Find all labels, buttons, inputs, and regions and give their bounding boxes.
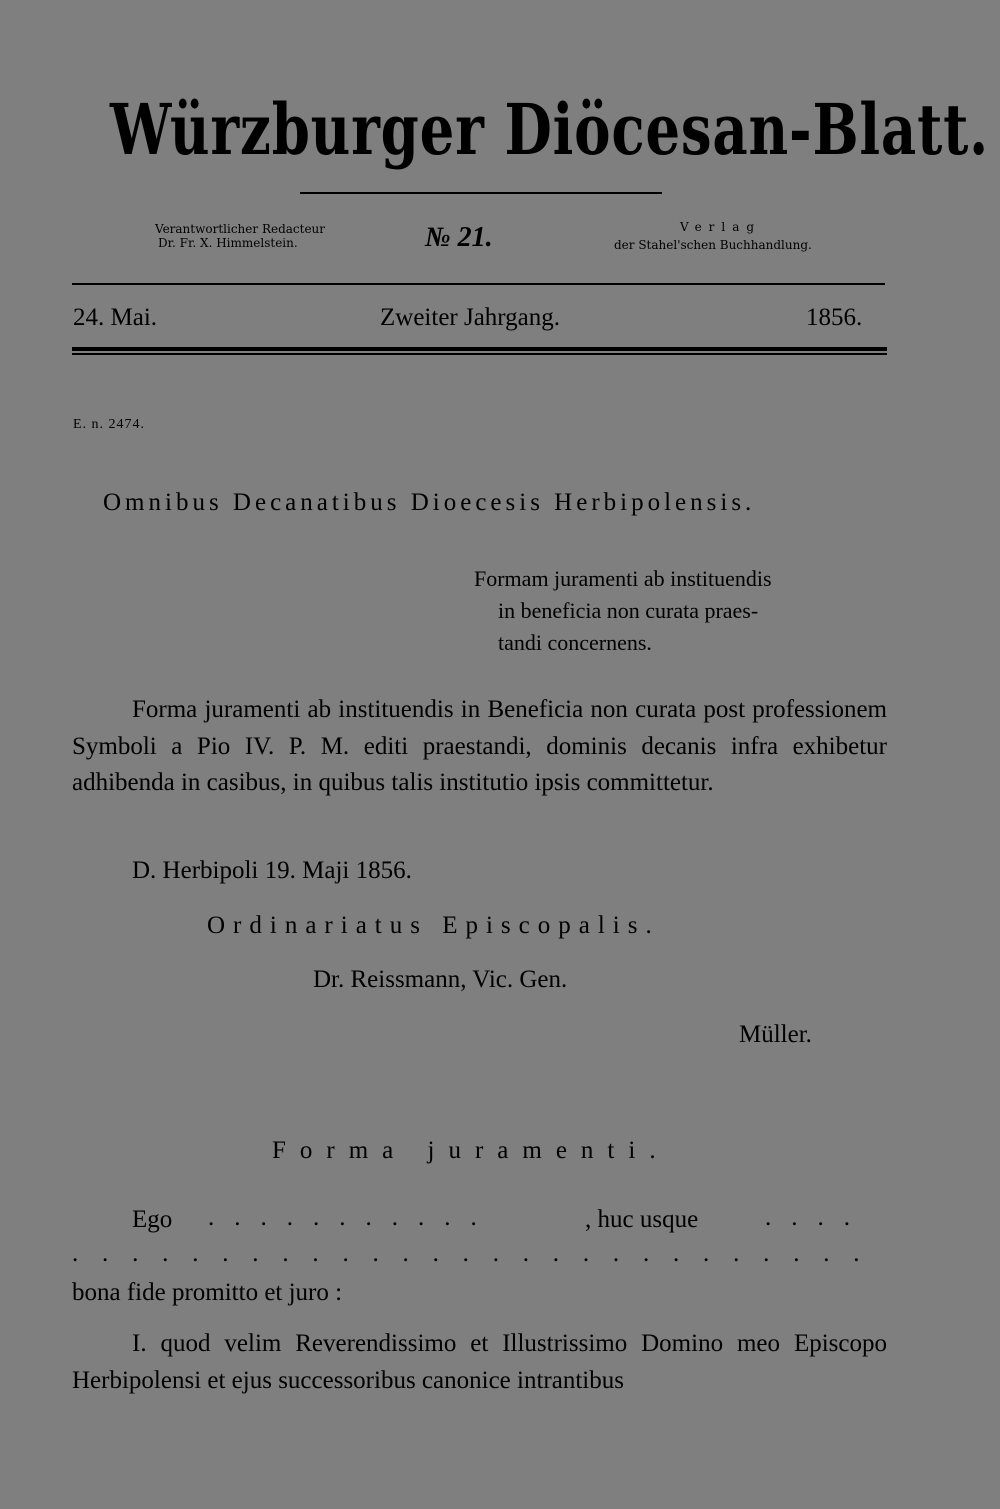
oath-promise: bona fide promitto et juro : [72, 1279, 343, 1306]
oath-clause-1: I. quod velim Reverendissimo et Illustrissimo Domino meo Episcopo Herbipolensi et ejus successoribus canonice intrantibus [72, 1330, 887, 1394]
oath-huc-usque: , huc usque [585, 1206, 699, 1233]
masthead-title: Würzburger Diöcesan-Blatt. [110, 88, 989, 171]
address-line: Omnibus Decanatibus Dioecesis Herbipolensis. [103, 489, 756, 516]
subject-line-3: tandi concernens. [498, 630, 652, 655]
volume-label: Zweiter Jahrgang. [380, 304, 561, 331]
double-rule-top [72, 347, 887, 351]
oath-ego-dots: ........... [208, 1204, 497, 1231]
body-paragraph: Forma juramenti ab instituendis in Beneficia non curata post professionem Symboli a Pio IV. P. M. editi praestandi, dominis decanis infra exhibetur adhibenda in casibus, in quibus talis institutio ipsis committetur. [72, 696, 887, 796]
countersign: Müller. [739, 1021, 812, 1048]
oath-heading: Forma juramenti. [272, 1137, 670, 1164]
oath-ego: Ego [132, 1206, 173, 1233]
oath-dots-line: ........................... [72, 1240, 884, 1267]
subject-line-1: Formam juramenti ab instituendis [474, 566, 772, 591]
editor-line-1: Verantwortlicher Redacteur [155, 222, 326, 236]
place-date: D. Herbipoli 19. Maji 1856. [132, 857, 412, 884]
issue-number: № 21. [425, 222, 493, 253]
publisher-line-2: der Stahel'schen Buchhandlung. [614, 238, 812, 252]
issue-year: 1856. [806, 304, 863, 331]
oath-huc-dots: .... [765, 1204, 870, 1231]
double-rule-bottom [72, 353, 887, 355]
publisher-line-1: Verlag [680, 220, 762, 234]
header-rule [72, 283, 885, 285]
editor-line-2: Dr. Fr. X. Himmelstein. [158, 236, 298, 250]
issuer: Ordinariatus Episcopalis. [207, 912, 660, 939]
signatory: Dr. Reissmann, Vic. Gen. [313, 966, 568, 993]
subject-line-2: in beneficia non curata praes- [498, 598, 759, 623]
masthead-rule [300, 192, 662, 194]
issue-date: 24. Mai. [73, 304, 158, 331]
reference-number: E. n. 2474. [73, 417, 146, 432]
